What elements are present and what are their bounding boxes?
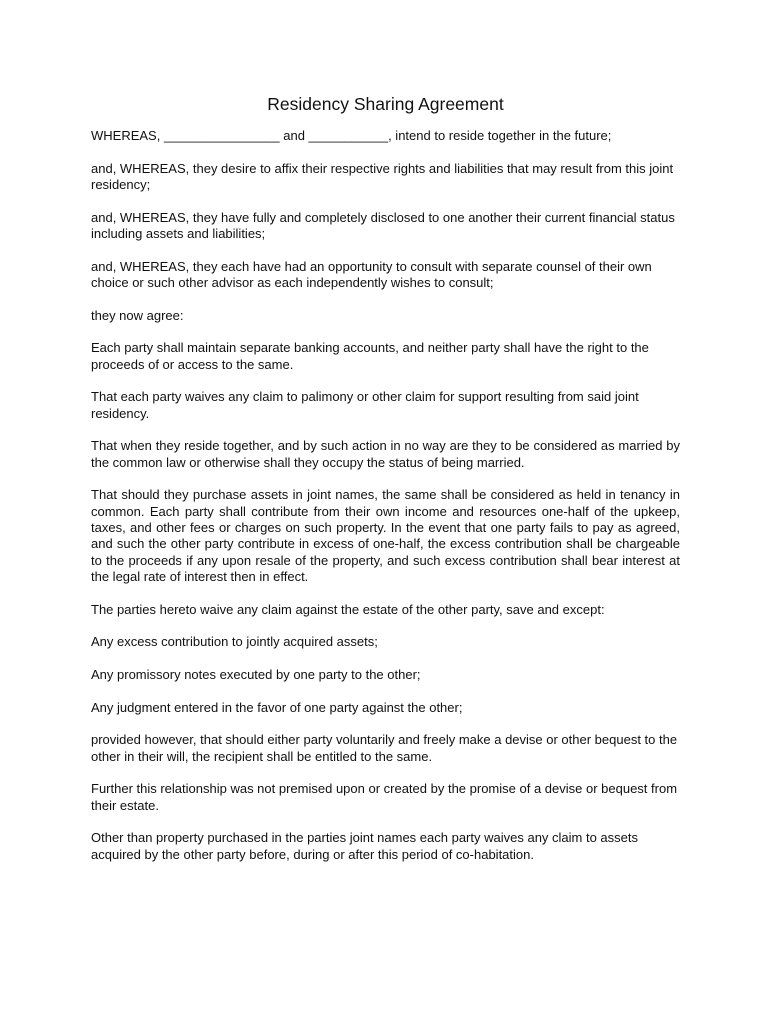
whereas-disclosure-paragraph: and, WHEREAS, they have fully and completely disclosed to one another their current financial status including assets and liabilities; [91,209,675,241]
exception-excess-contribution: Any excess contribution to jointly acquired assets; [91,634,378,650]
whereas-rights-paragraph: and, WHEREAS, they desire to affix their respective rights and liabilities that may result from this joint residency; [91,160,674,192]
document-page [91,93,680,879]
marriage-status-clause-paragraph: That when they reside together, and by such action in no way are they to be considered as married by the common law or otherwise shall they occupy the status of being married. [91,438,680,470]
estate-waiver-paragraph: The parties hereto waive any claim against the estate of the other party, save and except: [91,601,605,617]
palimony-clause-paragraph: That each party waives any claim to palimony or other claim for support resulting from said joint residency. [91,389,639,421]
agreement-intro-paragraph: they now agree: [91,307,184,323]
banking-clause-paragraph: Each party shall maintain separate banking accounts, and neither party shall have the right to the proceeds of or access to the same. [91,340,649,372]
whereas-counsel-paragraph: and, WHEREAS, they each have had an opportunity to consult with separate counsel of their own choice or such other advisor as each independently wishes to consult; [91,258,652,290]
exception-judgment: Any judgment entered in the favor of one party against the other; [91,699,463,715]
relationship-premise-paragraph: Further this relationship was not premised upon or created by the promise of a devise or bequest from their estate. [91,781,678,813]
bequest-proviso-paragraph: provided however, that should either party voluntarily and freely make a devise or other bequest to the other in their will, the recipient shall be entitled to the same. [91,732,678,764]
whereas-parties-paragraph: WHEREAS, ________________ and ___________, intend to reside together in the future; [91,128,612,143]
document-title: Residency Sharing Agreement [267,94,504,114]
property-claims-waiver-paragraph: Other than property purchased in the parties joint names each party waives any claim to assets acquired by the other party before, during or after this period of co-habitation. [91,830,639,862]
exception-promissory-notes: Any promissory notes executed by one party to the other; [91,667,421,682]
joint-assets-clause-paragraph: That should they purchase assets in joint names, the same shall be considered as held in tenancy in common. Each party shall contribute from their own income and resources one-half of the upkeep, taxes, and other fees or charges on such property. In the event that one party fails to pay as agreed, and such the other party contribute in excess of one-half, the excess contribution shall be chargeable to the proceeds if any upon resale of the property, and such excess contribution shall bear interest at the legal rate of interest then in effect. [91,487,680,585]
